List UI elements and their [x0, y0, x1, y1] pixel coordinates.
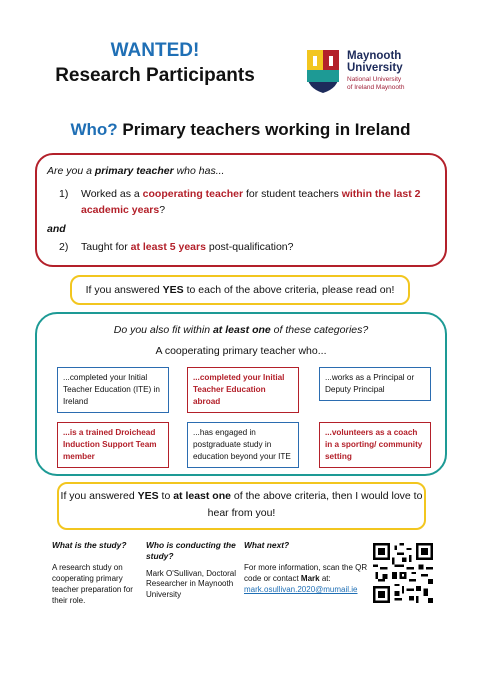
answer-banner-1: If you answered YES to each of the above criteria, please read on! — [70, 275, 410, 305]
contact-email-link[interactable]: mark.osullivan.2020@mumail.ie — [244, 584, 358, 594]
criteria-and: and — [47, 223, 66, 235]
criteria-item-1: 1) Worked as a cooperating teacher for student teachers within the last 2 academic years? — [59, 188, 421, 216]
logo-name-line1: Maynooth — [347, 50, 402, 62]
categories-question: Do you also fit within at least one of these categories? — [113, 324, 369, 336]
footer-researcher — [146, 540, 238, 601]
logo-name-line2: University — [347, 62, 403, 75]
researcher-heading: Who is conducting the study? — [146, 540, 236, 562]
next-body: For more information, scan the QR code or contact Mark at: — [244, 563, 368, 584]
category-coach: ...volunteers as a coach in a sporting/ community setting — [319, 422, 431, 468]
university-logo — [305, 48, 475, 96]
page-title: Research Participants — [55, 65, 255, 86]
footer-next — [244, 540, 372, 596]
qr-code-icon[interactable] — [373, 543, 433, 603]
criteria-box — [35, 153, 447, 267]
crest-icon — [305, 48, 341, 94]
next-heading: What next? — [244, 540, 290, 550]
footer-study — [52, 540, 140, 607]
logo-subtitle-line2: of Ireland Maynooth — [347, 83, 405, 91]
researcher-body: Mark O'Sullivan, Doctoral Researcher in Maynooth University — [146, 568, 236, 600]
study-heading: What is the study? — [52, 540, 127, 550]
answer-banner-2: If you answered YES to at least one of the above criteria, then I would love to hear from you! — [57, 482, 426, 530]
category-principal: ...works as a Principal or Deputy Principal — [319, 367, 431, 401]
who-heading — [0, 120, 481, 140]
category-postgraduate: ...has engaged in postgraduate study in education beyond your ITE — [187, 422, 299, 468]
study-body: A research study on cooperating primary teacher preparation for their role. — [52, 563, 133, 605]
criteria-item-2: 2) Taught for at least 5 years post-qualification? — [59, 241, 294, 253]
categories-box — [35, 312, 447, 476]
who-text: Primary teachers working in Ireland — [117, 120, 411, 139]
categories-intro: A cooperating primary teacher who... — [155, 345, 327, 357]
criteria-question: Are you a primary teacher who has... — [47, 165, 225, 177]
category-droichead: ...is a trained Droichead Induction Support Team member — [57, 422, 169, 468]
category-ite-ireland: ...completed your Initial Teacher Education (ITE) in Ireland — [57, 367, 169, 413]
who-prefix: Who? — [70, 120, 118, 139]
logo-subtitle-line1: National University — [347, 76, 402, 84]
category-ite-abroad: ...completed your Initial Teacher Education abroad — [187, 367, 299, 413]
wanted-heading: WANTED! — [110, 40, 200, 61]
